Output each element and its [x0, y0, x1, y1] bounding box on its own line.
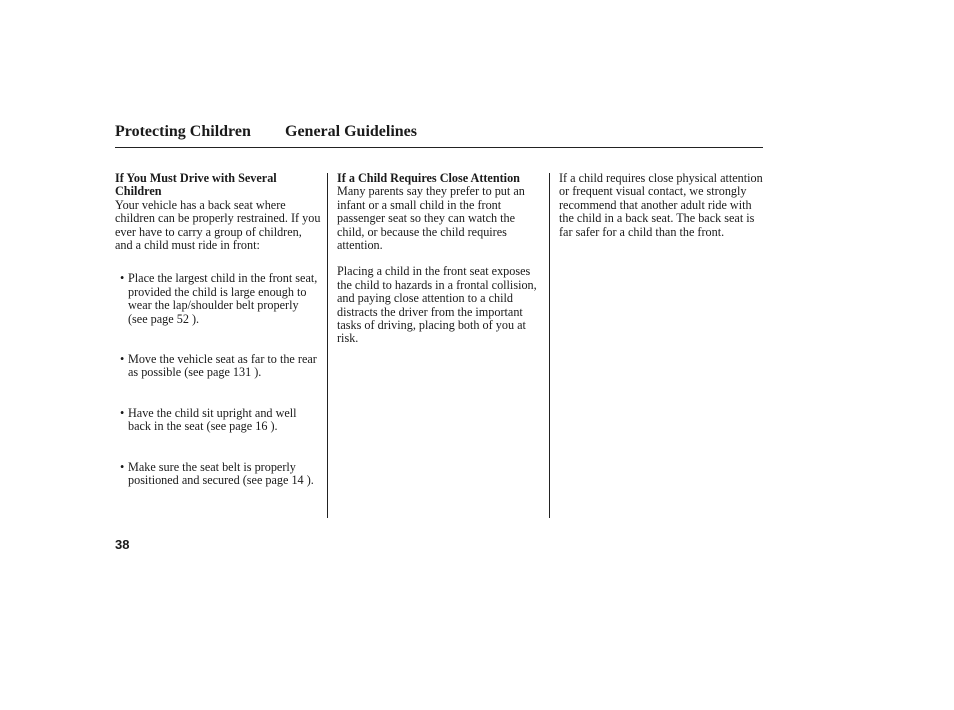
intro-paragraph: Your vehicle has a back seat where children can be properly restrained. If you ever have to carry a group of children, and a child must ride in front:: [115, 197, 321, 253]
column-close-attention: [337, 172, 543, 346]
section-title: Protecting Children: [115, 123, 251, 140]
page-number: 38: [115, 537, 130, 552]
subsection-title: General Guidelines: [285, 123, 417, 140]
bullet-item: • Place the largest child in the front seat, provided the child is large enough to wear the lap/shoulder belt properly (see page 52 ).: [115, 272, 321, 326]
bullet-item: • Have the child sit upright and well back in the seat (see page 16 ).: [115, 407, 321, 434]
paragraph: If a child requires close physical attention or frequent visual contact, we strongly recommend that another adult ride with the child in a back seat. The back seat is far safer for a child than the front.: [559, 171, 763, 239]
bullet-item: • Move the vehicle seat as far to the rear as possible (see page 131 ).: [115, 353, 321, 380]
page-header: [115, 120, 763, 148]
column-several-children: [115, 172, 321, 488]
heading-several-children: If You Must Drive with Several Children: [115, 171, 277, 199]
column-divider: [327, 173, 328, 518]
paragraph: Many parents say they prefer to put an infant or a small child in the front passenger seat so they can watch the child, or because the child requires attention.: [337, 184, 525, 253]
column-divider: [549, 173, 550, 518]
bullet-item: • Make sure the seat belt is properly positioned and secured (see page 14 ).: [115, 461, 321, 488]
heading-close-attention: If a Child Requires Close Attention: [337, 171, 520, 185]
column-recommendation: [559, 172, 765, 239]
paragraph: Placing a child in the front seat exposes the child to hazards in a frontal collision, and paying close attention to a child distracts the driver from the important tasks of driving, placing both of you at risk.: [337, 264, 537, 346]
